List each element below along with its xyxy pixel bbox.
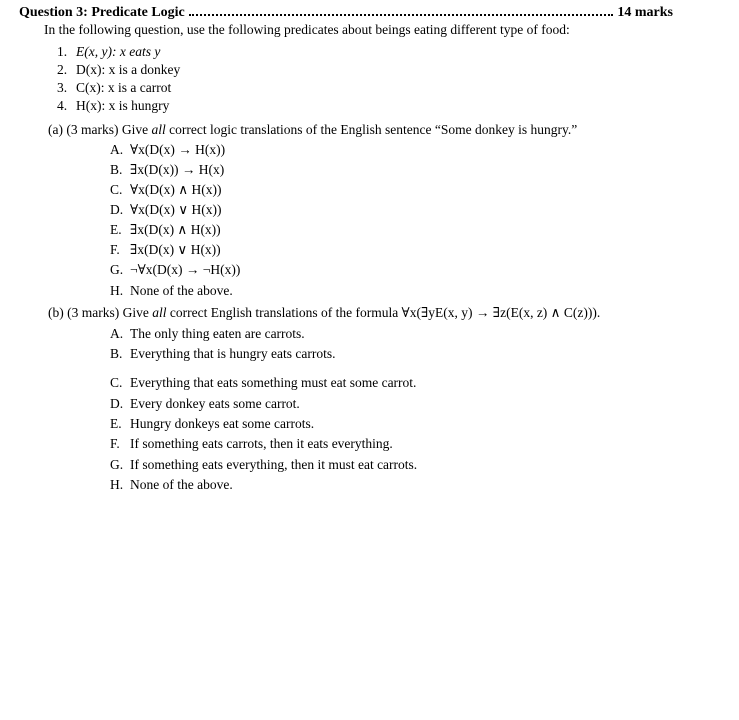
- option-item: [110, 326, 305, 342]
- question-title: Question 3: Predicate Logic: [19, 5, 185, 20]
- option-letter: E.: [110, 222, 122, 237]
- option-text: Every donkey eats some carrot.: [130, 396, 300, 411]
- part-a-marks: (3 marks): [66, 122, 119, 137]
- option-text: Hungry donkeys eat some carrots.: [130, 416, 315, 431]
- predicate-text: C(x): x is a carrot: [76, 80, 172, 95]
- part-b-prompt-post: correct English translations of the formula ∀x(∃yE(x, y) → ∃z(E(x, z) ∧ C(z))).: [169, 305, 601, 320]
- option-text: ¬∀x(D(x) → ¬H(x)): [130, 262, 241, 277]
- option-text: ∃x(D(x) ∧ H(x)): [130, 222, 221, 237]
- option-item: [110, 222, 221, 238]
- option-letter: A.: [110, 142, 124, 157]
- part-a-prompt-emph: all: [151, 122, 166, 137]
- option-item: [110, 162, 224, 178]
- part-b-marks: (3 marks): [67, 305, 120, 320]
- option-letter: G.: [110, 457, 124, 472]
- option-item: [110, 457, 417, 473]
- option-letter: F.: [110, 242, 120, 257]
- option-text: ∃x(D(x) ∨ H(x)): [130, 242, 221, 257]
- predicate-text: H(x): x is hungry: [76, 98, 170, 113]
- option-letter: E.: [110, 416, 122, 431]
- option-item: [110, 262, 240, 278]
- option-letter: C.: [110, 375, 123, 390]
- part-b-prompt-emph: all: [152, 305, 167, 320]
- predicate-item: [57, 44, 160, 60]
- option-item: [110, 242, 221, 258]
- part-a-label: (a): [48, 122, 63, 137]
- option-letter: A.: [110, 326, 124, 341]
- predicate-text: D(x): x is a donkey: [76, 62, 181, 77]
- part-b-prompt: [48, 305, 600, 321]
- option-item: [110, 283, 233, 299]
- predicate-item: [57, 62, 180, 78]
- part-b-label: (b): [48, 305, 64, 320]
- option-item: [110, 396, 300, 412]
- option-item: [110, 142, 225, 158]
- option-letter: B.: [110, 346, 123, 361]
- question-header: [19, 4, 673, 22]
- option-letter: B.: [110, 162, 123, 177]
- option-letter: G.: [110, 262, 124, 277]
- option-item: [110, 375, 416, 391]
- predicate-number: 2.: [57, 62, 68, 77]
- predicate-number: 1.: [57, 44, 68, 59]
- part-a-prompt-post: correct logic translations of the English sentence “Some donkey is hungry.”: [169, 122, 578, 137]
- option-letter: D.: [110, 396, 124, 411]
- option-letter: H.: [110, 477, 124, 492]
- option-text: ∀x(D(x) → H(x)): [130, 142, 226, 157]
- option-letter: H.: [110, 283, 124, 298]
- option-text: None of the above.: [130, 477, 233, 492]
- option-item: [110, 477, 233, 493]
- option-text: Everything that eats something must eat some carrot.: [130, 375, 417, 390]
- part-a-prompt-pre: Give: [121, 122, 149, 137]
- option-text: The only thing eaten are carrots.: [130, 326, 305, 341]
- dot-leader: [189, 4, 614, 16]
- option-text: ∃x(D(x)) → H(x): [130, 162, 225, 177]
- question-intro: In the following question, use the following predicates about beings eating different type of food:: [44, 22, 570, 37]
- option-item: [110, 436, 393, 452]
- option-text: If something eats carrots, then it eats everything.: [130, 436, 393, 451]
- option-text: ∀x(D(x) ∨ H(x)): [130, 202, 222, 217]
- part-b-prompt-pre: Give: [122, 305, 149, 320]
- option-item: [110, 416, 314, 432]
- option-letter: D.: [110, 202, 124, 217]
- option-item: [110, 202, 222, 218]
- predicate-item: [57, 98, 169, 114]
- option-text: None of the above.: [130, 283, 233, 298]
- option-letter: F.: [110, 436, 120, 451]
- option-letter: C.: [110, 182, 123, 197]
- option-text: If something eats everything, then it must eat carrots.: [130, 457, 418, 472]
- option-text: ∀x(D(x) ∧ H(x)): [130, 182, 222, 197]
- predicate-item: [57, 80, 171, 96]
- predicate-number: 3.: [57, 80, 68, 95]
- question-marks: 14 marks: [617, 5, 673, 20]
- part-a-prompt: [48, 122, 577, 138]
- option-item: [110, 182, 222, 198]
- predicate-text: E(x, y): x eats y: [76, 44, 161, 59]
- predicate-number: 4.: [57, 98, 68, 113]
- option-item: [110, 346, 335, 362]
- option-text: Everything that is hungry eats carrots.: [130, 346, 336, 361]
